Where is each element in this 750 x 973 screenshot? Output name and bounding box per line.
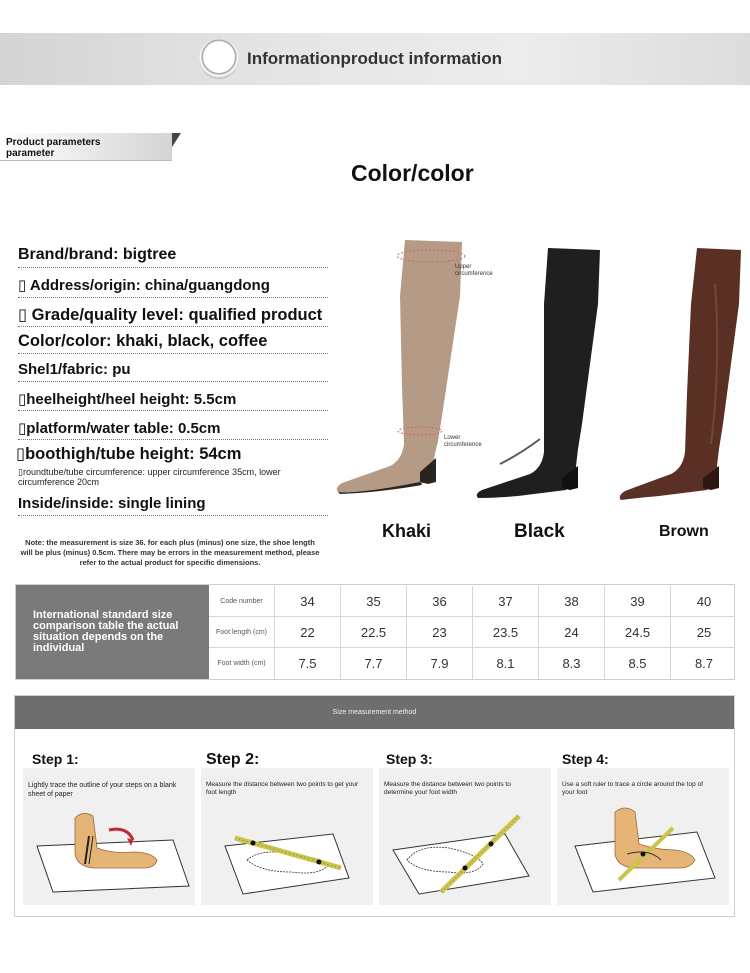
- step-2-panel: [201, 768, 373, 905]
- spec-divider: [18, 267, 328, 268]
- step-3-panel: [379, 768, 551, 905]
- table-cell: 7.7: [341, 648, 407, 679]
- size-table-caption: International standard size comparison table the actual situation depends on the individual: [33, 609, 179, 654]
- table-cell: 25: [696, 625, 712, 640]
- table-cell: 24: [539, 617, 605, 648]
- table-cell: 8.3: [539, 648, 605, 679]
- foot-tracing-illustration: [23, 768, 195, 905]
- measurement-note: Note: the measurement is size 36. for each plus (minus) one size, the shoe length will be plus (minus) 0.5cm. There may be errors in the measurement method, please refer to the actual product for specific dimensions.: [20, 538, 320, 567]
- table-cell: 7.5: [275, 648, 341, 679]
- color-heading: Color/color: [351, 160, 474, 186]
- spec-divider: [18, 381, 328, 382]
- step-1-text: Lightly trace the outline of your steps on a blank sheet of paper: [28, 782, 177, 798]
- table-cell: 8.1: [473, 648, 539, 679]
- measurement-section: [14, 695, 735, 917]
- boot-black-image: [470, 244, 610, 504]
- spec-divider: [18, 439, 328, 440]
- table-cell: 22: [275, 617, 341, 648]
- table-cell: 36: [407, 586, 473, 617]
- circle-icon: [199, 39, 239, 79]
- spec-divider: [18, 353, 328, 354]
- table-cell: 40: [696, 594, 712, 609]
- step-4-text: Use a soft ruler to trace a circle around the top of your foot: [562, 781, 703, 796]
- table-cell: 35: [341, 586, 407, 617]
- spec-divider: [18, 297, 328, 298]
- table-cell: 39: [605, 586, 671, 617]
- table-cell: 23: [407, 617, 473, 648]
- spec-tube-height: ▯boothigh/tube height: 54cm: [16, 445, 242, 463]
- spec-color: Color/color: khaki, black, coffee: [18, 332, 268, 350]
- section-tab-parameters: [0, 133, 172, 160]
- table-cell: 22.5: [341, 617, 407, 648]
- step-3-title: Step 3:: [386, 751, 433, 767]
- spec-divider: [18, 410, 328, 411]
- spec-divider: [18, 326, 328, 327]
- header-banner: [0, 33, 750, 85]
- table-cell: 8.5: [605, 648, 671, 679]
- step-2-text: Measure the distance between two points to get your foot length: [206, 781, 359, 796]
- spec-fabric: Shel1/fabric: pu: [18, 361, 131, 378]
- size-table: [15, 584, 735, 680]
- table-cell: 38: [539, 586, 605, 617]
- spec-platform: ▯platform/water table: 0.5cm: [18, 420, 221, 437]
- boot-label-black: Black: [514, 521, 565, 542]
- step-1-title: Step 1:: [32, 751, 79, 767]
- row-label-foot-length: Foot length (cm): [209, 617, 275, 648]
- spec-quality: ▯ Grade/quality level: qualified product: [18, 306, 323, 324]
- section-tab-line2: parameter: [6, 148, 55, 159]
- tab-corner-decoration: [172, 133, 181, 147]
- step-4-title: Step 4:: [562, 751, 609, 767]
- lower-circumference-label: Lower circumference: [444, 435, 482, 448]
- step-2-title: Step 2:: [206, 751, 260, 768]
- table-cell: 23.5: [473, 617, 539, 648]
- row-label-code: Code number: [209, 586, 275, 617]
- spec-origin: ▯ Address/origin: china/guangdong: [18, 277, 270, 294]
- measurement-header: Size measurement method: [15, 696, 734, 729]
- spec-divider: [18, 515, 328, 516]
- spec-heel-height: ▯heelheight/heel height: 5.5cm: [18, 391, 237, 408]
- spec-tube-circumference: ▯roundtube/tube circumference: upper circumference 35cm, lower circumference 20cm: [18, 467, 281, 487]
- upper-circumference-label: Upper circumference: [455, 264, 493, 277]
- size-table-caption-block: [16, 585, 209, 679]
- step-3-text: Measure the distance between two points to determine your foot width: [384, 781, 511, 796]
- boot-brown-image: [615, 244, 745, 504]
- table-cell: 24.5: [605, 617, 671, 648]
- step-1-panel: [23, 768, 195, 905]
- foot-circumference-illustration: [557, 768, 729, 905]
- page-title: Informationproduct information: [247, 49, 502, 68]
- table-cell: 37: [473, 586, 539, 617]
- foot-width-illustration: [379, 768, 551, 905]
- foot-length-illustration: [201, 768, 373, 905]
- section-tab-line1: Product parameters: [6, 137, 101, 148]
- spec-brand: Brand/brand: bigtree: [18, 246, 177, 263]
- table-cell: 8.7: [694, 656, 714, 671]
- table-cell: 7.9: [407, 648, 473, 679]
- row-label-foot-width: Foot width (cm): [209, 648, 275, 679]
- spec-lining: Inside/inside: single lining: [18, 495, 206, 512]
- divider: [0, 160, 172, 161]
- boot-label-khaki: Khaki: [382, 521, 432, 541]
- table-cell: 34: [275, 586, 341, 617]
- step-4-panel: [557, 768, 729, 905]
- boot-label-brown: Brown: [659, 523, 709, 540]
